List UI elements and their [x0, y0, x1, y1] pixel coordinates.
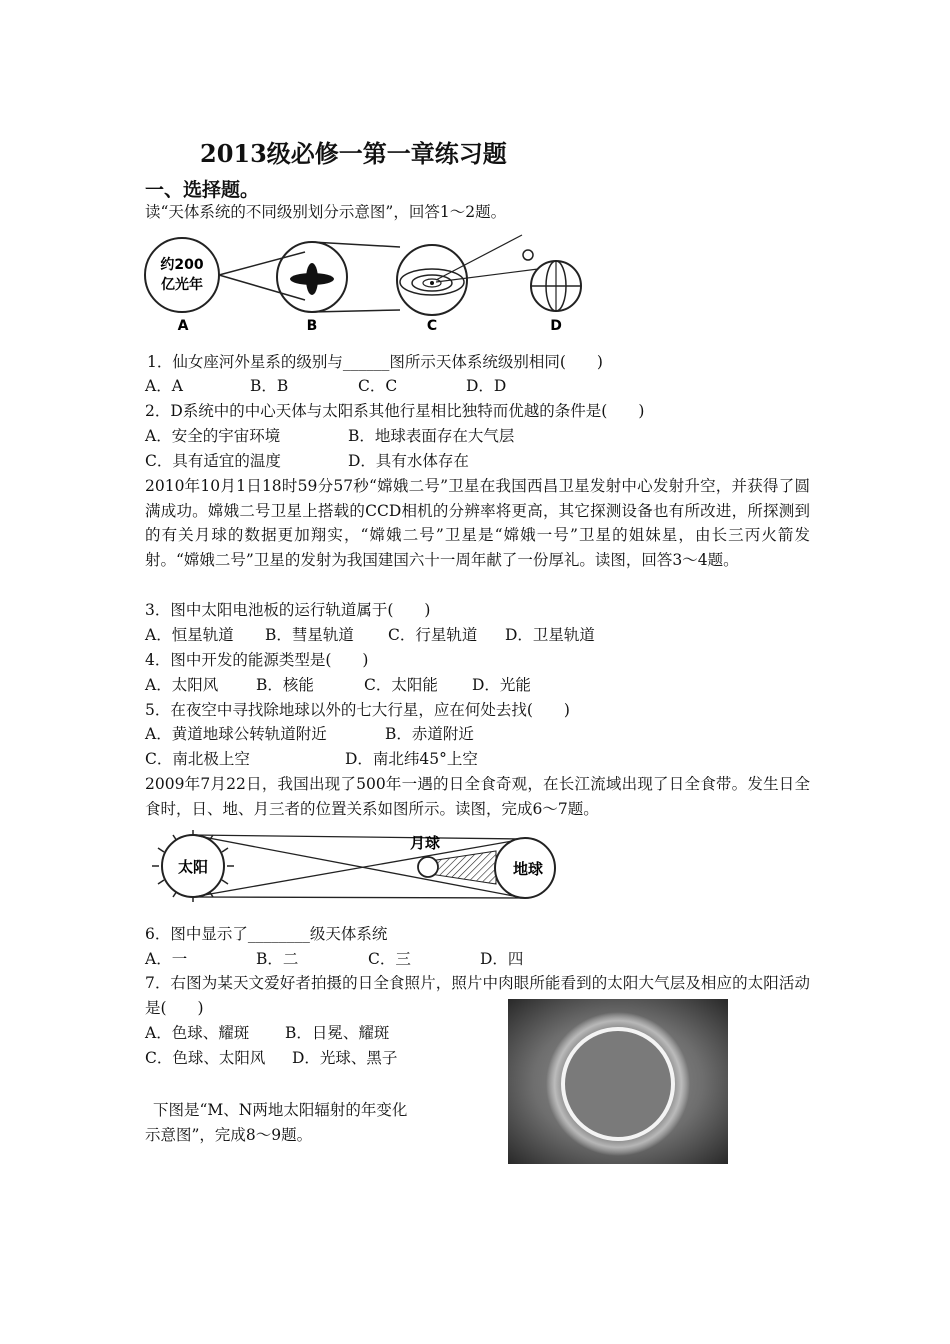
passage-eclipse: 2009年7月22日，我国出现了500年一遇的日全食奇观，在长江流域出现了日全食带。发生日全食时，日、地、月三者的位置关系如图所示。读图，完成6～7题。	[145, 775, 810, 818]
q2-option-a[interactable]: A．安全的宇宙环境	[145, 427, 281, 445]
q5-option-c[interactable]: C．南北极上空	[145, 750, 250, 768]
earth-label: 地球	[512, 860, 544, 878]
q7-stem: 7．右图为某天文爱好者拍摄的日全食照片，照片中肉眼所能看到的太阳大气层及相应的太阳活动是( )	[145, 974, 810, 1017]
q1-option-c[interactable]: C．C	[358, 377, 398, 395]
q1-option-a[interactable]: A．A	[145, 377, 183, 395]
eclipse-photo	[508, 999, 728, 1164]
q7-option-c[interactable]: C．色球、太阳风	[145, 1049, 266, 1067]
celestial-system-diagram	[140, 222, 600, 337]
q5-stem: 5．在夜空中寻找除地球以外的七大行星，应在何处去找( )	[145, 701, 570, 719]
q7-option-d[interactable]: D．光球、黑子	[292, 1049, 398, 1067]
circle-a-label-2: 亿光年	[161, 277, 203, 293]
q4-option-a[interactable]: A．太阳风	[145, 676, 219, 694]
solar-eclipse-diagram	[140, 828, 560, 910]
q3-option-b[interactable]: B．彗星轨道	[265, 626, 354, 644]
q6-option-a[interactable]: A．一	[145, 950, 188, 968]
q2-stem: 2．D系统中的中心天体与太阳系其他行星相比独特而优越的条件是( )	[145, 402, 645, 420]
label-c: C	[426, 318, 438, 334]
label-d: D	[550, 318, 562, 334]
q2-option-b[interactable]: B．地球表面存在大气层	[348, 427, 515, 445]
passage-radiation-line2: 示意图”，完成8～9题。	[145, 1126, 313, 1144]
q5-option-a[interactable]: A．黄道地球公转轨道附近	[145, 725, 327, 743]
q1-option-d[interactable]: D．D	[466, 377, 507, 395]
section-heading: 一、选择题。	[145, 179, 260, 201]
circle-a-label-1: 约200	[160, 257, 204, 273]
moon-label: 月球	[409, 834, 441, 852]
q6-option-b[interactable]: B．二	[256, 950, 299, 968]
q1-option-b[interactable]: B．B	[250, 377, 289, 395]
intro-text: 读“天体系统的不同级别划分示意图”，回答1～2题。	[145, 203, 507, 221]
q7-option-b[interactable]: B．日冕、耀斑	[285, 1024, 390, 1042]
q5-option-b[interactable]: B．赤道附近	[385, 725, 474, 743]
q4-option-c[interactable]: C．太阳能	[364, 676, 438, 694]
q3-option-a[interactable]: A．恒星轨道	[145, 626, 234, 644]
page-title: 2013级必修一第一章练习题	[200, 139, 507, 168]
q7-option-a[interactable]: A．色球、耀斑	[145, 1024, 250, 1042]
q4-stem: 4．图中开发的能源类型是( )	[145, 651, 369, 669]
passage-change2: 2010年10月1日18时59分57秒“嫦娥二号”卫星在我国西昌卫星发射中心发射升空，并获得了圆满成功。嫦娥二号卫星上搭载的CCD相机的分辨率将更高，其它探测设备也有所改进，所探测到的有关月球的数据更加翔实，“嫦娥二号”卫星是“嫦娥一号”卫星的姐妹星，由长三丙火箭发射。“嫦娥二号”卫星的发射为我国建国六十一周年献了一份厚礼。读图，回答3～4题。	[145, 477, 810, 569]
q6-option-d[interactable]: D．四	[480, 950, 524, 968]
q6-option-c[interactable]: C．三	[368, 950, 411, 968]
q4-option-d[interactable]: D．光能	[472, 676, 531, 694]
passage-radiation-line1: 下图是“M、N两地太阳辐射的年变化	[153, 1101, 408, 1119]
q1-stem: 1．仙女座河外星系的级别与______图所示天体系统级别相同( )	[147, 353, 603, 371]
q3-stem: 3．图中太阳电池板的运行轨道属于( )	[145, 601, 431, 619]
q5-option-d[interactable]: D．南北纬45°上空	[345, 750, 478, 768]
q2-option-d[interactable]: D．具有水体存在	[348, 452, 469, 470]
q4-option-b[interactable]: B．核能	[256, 676, 314, 694]
q6-stem: 6．图中显示了________级天体系统	[145, 925, 388, 943]
q3-option-c[interactable]: C．行星轨道	[388, 626, 478, 644]
q2-option-c[interactable]: C．具有适宜的温度	[145, 452, 281, 470]
label-b: B	[306, 318, 318, 334]
q3-option-d[interactable]: D．卫星轨道	[505, 626, 595, 644]
label-a: A	[177, 318, 189, 334]
sun-label: 太阳	[177, 858, 209, 876]
